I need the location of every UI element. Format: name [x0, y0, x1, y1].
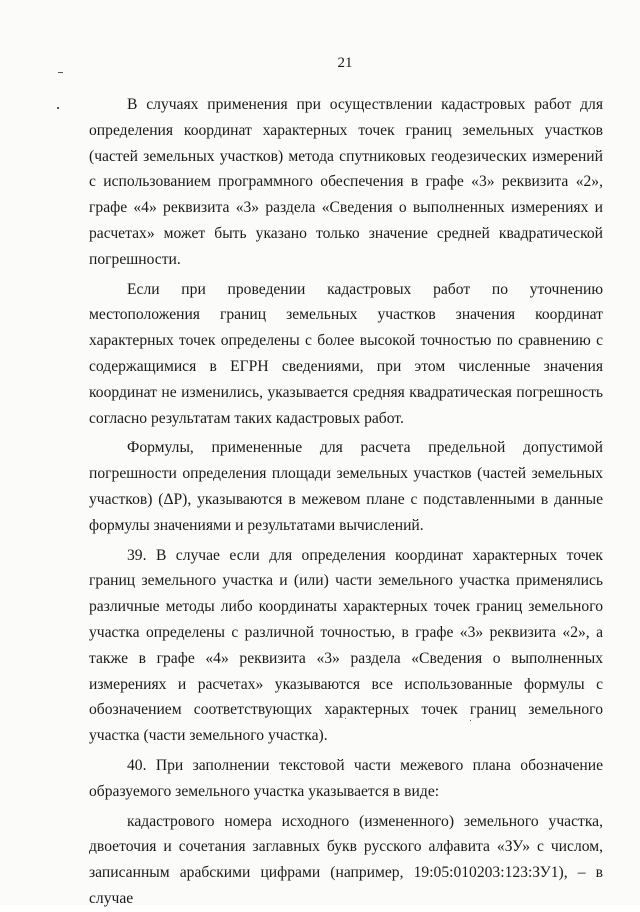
paragraph-cadastral-number-format: кадастрового номера исходного (измененного) земельного участка, двоеточия и сочетания заглавных букв русского алфавита «ЗУ» с числом, записанным арабскими цифрами (например, 19:05:010203:123:ЗУ1), – в случае: [89, 812, 603, 907]
paragraph-item-39: 39. В случае если для определения координат характерных точек границ земельного участка и (или) части земельного участка применялись различные методы либо координаты характерных точек границ земельного участка определены с различной точностью, в графе «3» реквизита «2», а также в графе «4» реквизита «3» раздела «Сведения о выполненных измерениях и расчетах» указываются все использованные формулы с обозначением соответствующих характерных точек границ земельного участка (части земельного участка).: [89, 546, 603, 745]
paragraph-item-40: 40. При заполнении текстовой части межевого плана обозначение образуемого земельного участка указывается в виде:: [89, 756, 603, 800]
paragraph-satellite-measurements: В случаях применения при осуществлении кадастровых работ для определения координат характерных точек границ земельных участков (частей земельных участков) метода спутниковых геодезических измерений с использованием программного обеспечения в графе «3» реквизита «2», графе «4» реквизита «3» раздела «Сведения о выполненных измерениях и расчетах» может быть указано только значение средней квадратической погрешности.: [89, 96, 603, 268]
page-number: 21: [337, 55, 353, 71]
paragraph-area-error-formulas: Формулы, примененные для расчета предельной допустимой погрешности определения площади земельных участков (частей земельных участков) (ΔP), указываются в межевом плане с подставленными в данные формулы значениями и результатами вычислений.: [89, 439, 603, 534]
scan-artifact: [58, 72, 63, 73]
scan-artifact: [57, 107, 59, 109]
body-text: [89, 92, 603, 912]
paragraph-refinement-accuracy: Если при проведении кадастровых работ по уточнению местоположения границ земельных участков значения координат характерных точек определены с более высокой точностью по сравнению с содержащимися в ЕГРН сведениями, при этом численные значения координат не изменились, указывается средняя квадратическая погрешность согласно результатам таких кадастровых работ.: [89, 280, 603, 427]
